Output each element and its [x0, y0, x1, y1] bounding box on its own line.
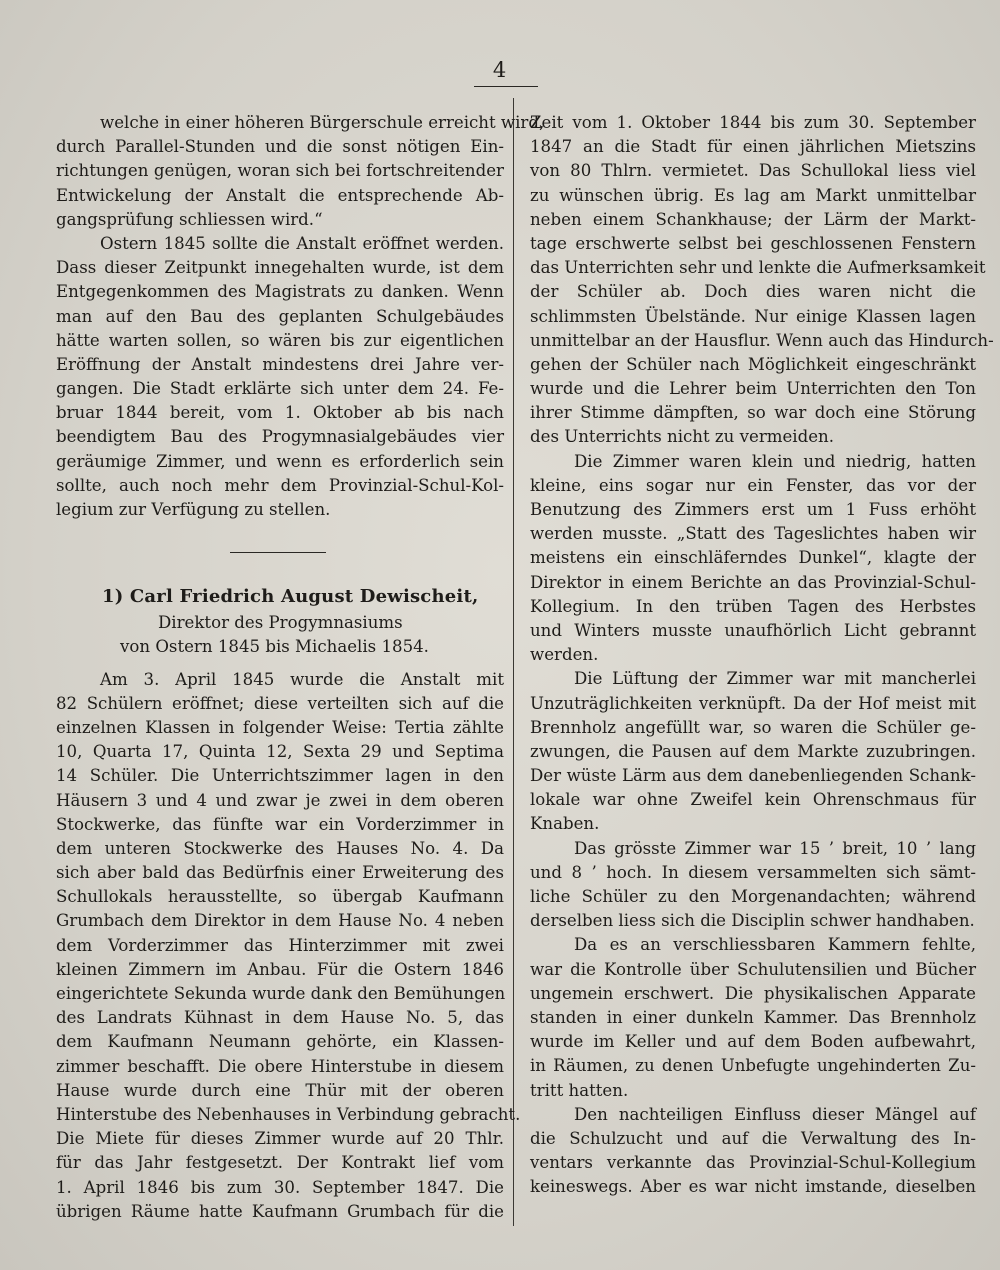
text-line: einzelnen Klassen in folgender Weise: Tertia zählte [56, 717, 504, 737]
text-line: zu wünschen übrig. Es lag am Markt unmittelbar [530, 185, 976, 205]
paragraph [530, 933, 976, 1102]
text-line: für das Jahr festgesetzt. Der Kontrakt lief vom [56, 1153, 504, 1173]
text-line: zimmer beschafft. Die obere Hinterstube in diesem [56, 1056, 504, 1076]
text-line: sich aber bald das Bedürfnis einer Erweiterung des [56, 863, 504, 883]
text-line: geräumige Zimmer, und wenn es erforderlich sein [56, 451, 504, 471]
paragraph [530, 1103, 976, 1200]
paragraph [530, 450, 976, 668]
text-line: und 8 ’ hoch. In diesem versammelten sich sämt- [530, 862, 976, 882]
text-line: Entwickelung der Anstalt die entsprechende Ab- [56, 185, 504, 205]
section-subheading-period: von Ostern 1845 bis Michaelis 1854. [120, 637, 429, 657]
text-line: der Schüler ab. Doch dies waren nicht die [530, 282, 976, 302]
text-line: hätte warten sollen, so wären bis zur eigentlichen [56, 330, 504, 350]
text-line: unmittelbar an der Hausflur. Wenn auch das Hindurch- [530, 330, 994, 350]
text-line: Unzuträglichkeiten verknüpft. Da der Hof meist mit [530, 693, 976, 713]
text-line: Dass dieser Zeitpunkt innegehalten wurde, ist dem [56, 258, 504, 278]
paragraph [56, 668, 521, 1224]
text-line: bruar 1844 bereit, vom 1. Oktober ab bis nach [56, 403, 504, 423]
text-line: 1. April 1846 bis zum 30. September 1847. Die [56, 1177, 504, 1197]
text-line: Benutzung des Zimmers erst um 1 Fuss erhöht [530, 500, 976, 519]
column-divider [513, 98, 514, 1226]
text-line: keineswegs. Aber es war nicht imstande, dieselben [530, 1177, 976, 1197]
text-line: Das grösste Zimmer war 15 ’ breit, 10 ’ lang [574, 838, 976, 858]
text-line: Ostern 1845 sollte die Anstalt eröffnet werden. [100, 233, 504, 253]
text-line: Brennholz angefüllt war, so waren die Schüler ge- [530, 717, 976, 737]
text-line: Die Zimmer waren klein und niedrig, hatten [574, 451, 976, 471]
text-line: werden. [530, 645, 599, 665]
text-line: lokale war ohne Zweifel kein Ohrenschmaus für [530, 790, 976, 810]
text-line: Grumbach dem Direktor in dem Hause No. 4 neben [56, 911, 504, 931]
text-line: welche in einer höheren Bürgerschule erreicht wird, [100, 113, 545, 132]
text-line: Entgegenkommen des Magistrats zu danken. Wenn [56, 282, 504, 302]
text-line: beendigtem Bau des Progymnasialgebäudes vier [56, 427, 504, 447]
page-number-rule [474, 86, 538, 87]
text-line: Häusern 3 und 4 und zwar je zwei in dem oberen [56, 790, 504, 810]
text-line: dem Vorderzimmer das Hinterzimmer mit zwei [56, 935, 504, 955]
paragraph [530, 111, 994, 450]
paragraph [56, 232, 504, 522]
text-line: übrigen Räume hatte Kaufmann Grumbach für die [56, 1201, 504, 1221]
text-line: werden musste. „Statt des Tageslichtes haben wir [530, 524, 976, 544]
text-line: Hause wurde durch eine Thür mit der oberen [56, 1080, 504, 1100]
text-line: derselben liess sich die Disciplin schwer handhaben. [530, 911, 975, 931]
text-line: richtungen genügen, woran sich bei fortschreitender [56, 161, 504, 181]
section-subheading-role: Direktor des Progymnasiums [158, 613, 403, 633]
text-line: Die Miete für dieses Zimmer wurde auf 20 Thlr. [56, 1129, 504, 1149]
text-line: Stockwerke, das fünfte war ein Vorderzimmer in [56, 814, 504, 834]
text-line: Die Lüftung der Zimmer war mit mancherlei [574, 669, 976, 689]
text-line: meistens ein einschläferndes Dunkel“, klagte der [530, 548, 976, 568]
text-line: Kollegium. In den trüben Tagen des Herbstes [530, 596, 976, 616]
text-line: Da es an verschliessbaren Kammern fehlte, [574, 935, 976, 955]
text-line: tritt hatten. [530, 1080, 629, 1100]
text-line: zwungen, die Pausen auf dem Markte zuzubringen. [530, 741, 976, 761]
text-line: 1847 an die Stadt für einen jährlichen Mietszins [530, 137, 976, 157]
text-line: gehen der Schüler nach Möglichkeit eingeschränkt [530, 354, 976, 374]
text-line: man auf den Bau des geplanten Schulgebäudes [56, 306, 504, 326]
text-line: war die Kontrolle über Schulutensilien und Bücher [530, 959, 976, 979]
text-line: standen in einer dunkeln Kammer. Das Brennholz [530, 1007, 976, 1027]
text-line: ihrer Stimme dämpften, so war doch eine Störung [530, 403, 976, 423]
text-line: wurde im Keller und auf dem Boden aufbewahrt, [530, 1032, 976, 1052]
text-line: die Schulzucht und auf die Verwaltung des In- [530, 1128, 976, 1148]
text-line: 14 Schüler. Die Unterrichtszimmer lagen in den [56, 766, 504, 786]
text-line: des Unterrichts nicht zu vermeiden. [530, 427, 835, 447]
text-line: Knaben. [530, 814, 600, 834]
paragraph [56, 111, 545, 232]
paragraph [530, 667, 976, 836]
text-line: wurde und die Lehrer beim Unterrichten den Ton [530, 379, 976, 399]
text-line: in Räumen, zu denen Unbefugte ungehinderten Zu- [530, 1056, 976, 1076]
text-line: von 80 Thlrn. vermietet. Das Schullokal liess viel [530, 161, 976, 181]
text-line: Am 3. April 1845 wurde die Anstalt mit [100, 669, 504, 689]
text-line: 82 Schülern eröffnet; diese verteilten sich auf die [56, 693, 504, 713]
text-line: kleinen Zimmern im Anbau. Für die Ostern 1846 [56, 959, 504, 979]
text-line: gangsprüfung schliessen wird.“ [56, 209, 323, 229]
text-line: tage erschwerte selbst bei geschlossenen Fenstern [530, 233, 976, 253]
text-line: durch Parallel-Stunden und die sonst nötigen Ein- [56, 137, 504, 157]
right-column [530, 111, 994, 1199]
text-line: Schullokals herausstellte, so übergab Kaufmann [56, 887, 504, 907]
paragraph [530, 837, 976, 934]
text-line: neben einem Schankhause; der Lärm der Markt- [530, 209, 976, 229]
text-line: Eröffnung der Anstalt mindestens drei Jahre ver- [56, 354, 504, 374]
text-line: Hinterstube des Nebenhauses in Verbindung gebracht. [56, 1104, 521, 1124]
left-column [56, 111, 545, 1224]
text-line: schlimmsten Übelstände. Nur einige Klassen lagen [530, 306, 976, 326]
text-line: ventars verkannte das Provinzial-Schul-Kollegium [530, 1153, 976, 1173]
text-line: kleine, eins sogar nur ein Fenster, das vor der [530, 475, 976, 495]
text-line: Der wüste Lärm aus dem danebenliegenden Schank- [530, 766, 976, 786]
text-line: Direktor in einem Berichte an das Provinzial-Schul- [530, 572, 976, 592]
text-line: sollte, auch noch mehr dem Provinzial-Schul-Kol- [56, 475, 504, 495]
text-line: dem unteren Stockwerke des Hauses No. 4. Da [56, 838, 504, 858]
text-line: liche Schüler zu den Morgenandachten; während [530, 887, 976, 906]
text-line: ungemein erschwert. Die physikalischen Apparate [530, 983, 976, 1003]
text-line: und Winters musste unaufhörlich Licht gebrannt [530, 620, 976, 640]
text-line: Zeit vom 1. Oktober 1844 bis zum 30. September [530, 113, 976, 132]
section-heading: 1) Carl Friedrich August Dewischeit, [102, 586, 479, 608]
page-number: 4 [492, 58, 508, 82]
text-line: dem Kaufmann Neumann gehörte, ein Klassen- [56, 1032, 504, 1052]
text-line: das Unterrichten sehr und lenkte die Aufmerksamkeit [530, 258, 986, 278]
text-line: 10, Quarta 17, Quinta 12, Sexta 29 und Septima [56, 742, 504, 762]
text-line: legium zur Verfügung zu stellen. [56, 500, 331, 519]
text-line: eingerichtete Sekunda wurde dank den Bemühungen [56, 984, 506, 1003]
text-line: des Landrats Kühnast in dem Hause No. 5, das [56, 1008, 504, 1028]
text-line: gangen. Die Stadt erklärte sich unter dem 24. Fe- [56, 379, 504, 399]
text-line: Den nachteiligen Einfluss dieser Mängel auf [574, 1104, 976, 1124]
